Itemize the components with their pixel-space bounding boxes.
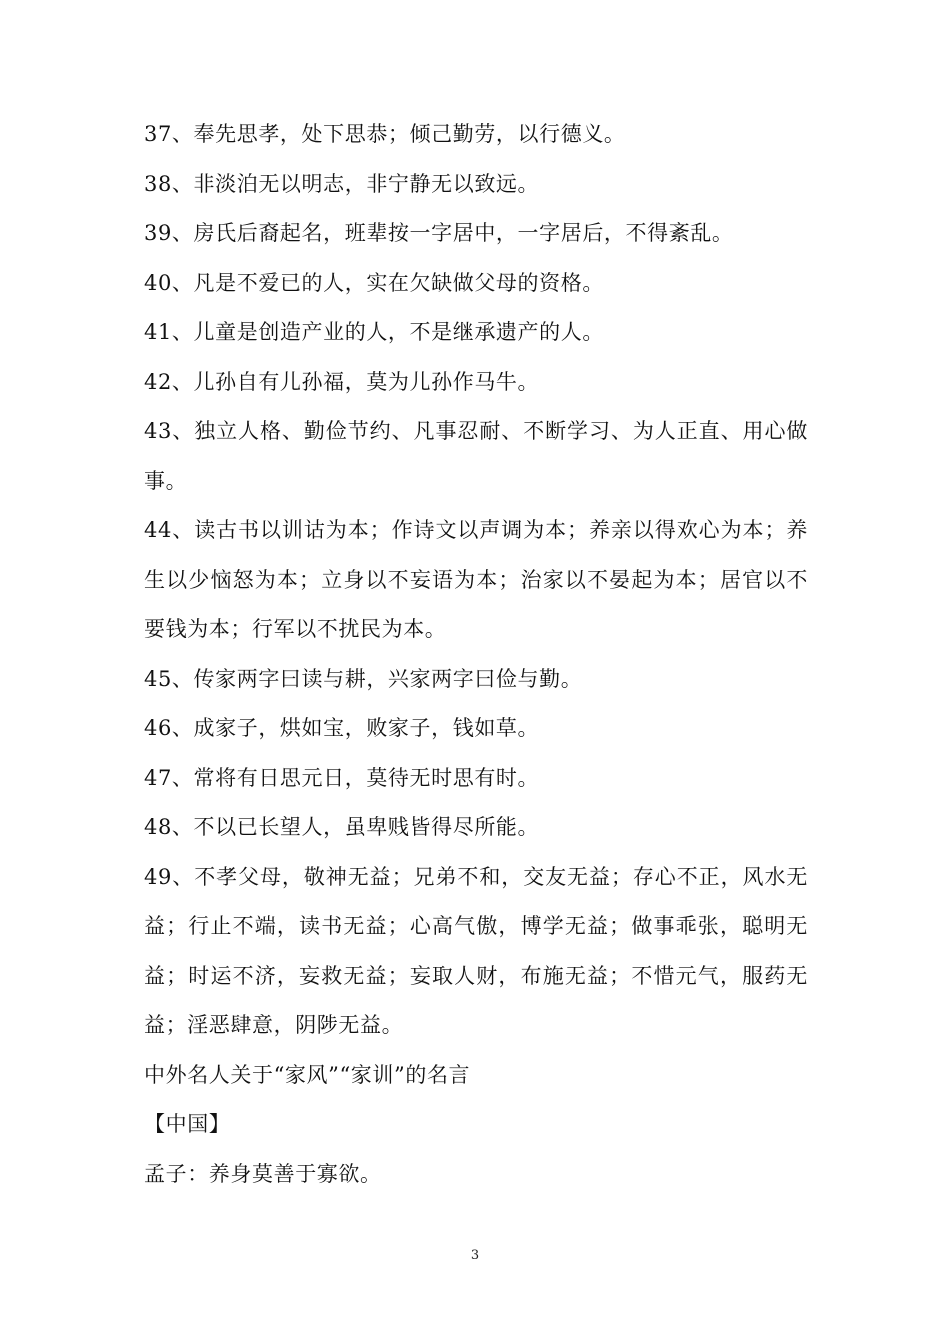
list-item-45: 45、传家两字曰读与耕，兴家两字曰俭与勤。 — [144, 666, 583, 691]
list-item-42: 42、儿孙自有儿孙福，莫为儿孙作马牛。 — [144, 369, 540, 394]
list-item-37: 37、奉先思孝，处下思恭；倾己勤劳，以行德义。 — [144, 122, 626, 146]
quote-mencius: 孟子：养身莫善于寡欲。 — [144, 1161, 382, 1186]
subsection-heading: 【中国】 — [144, 1112, 231, 1136]
page-number: 3 — [470, 1248, 480, 1263]
page-content — [144, 110, 808, 1199]
list-item-44: 44、读古书以训诂为本；作诗文以声调为本；养亲以得欢心为本；养生以少恼怒为本；立身以不妄语为本；治家以不晏起为本；居官以不要钱为本；行军以不扰民为本。 — [144, 518, 808, 641]
section-heading: 中外名人关于“家风”“家训”的名言 — [144, 1062, 471, 1087]
list-item-40: 40、凡是不爱已的人，实在欠缺做父母的资格。 — [144, 270, 604, 295]
list-item-48: 48、不以已长望人，虽卑贱皆得尽所能。 — [144, 815, 540, 839]
list-item-47: 47、常将有日思元日，莫待无时思有时。 — [144, 765, 540, 790]
list-item-41: 41、儿童是创造产业的人，不是继承遗产的人。 — [144, 320, 604, 344]
list-item-49: 49、不孝父母，敬神无益；兄弟不和，交友无益；存心不正，风水无益；行止不端，读书无益；心高气傲，博学无益；做事乖张，聪明无益；时运不济，妄救无益；妄取人财，布施无益；不惜元气，服药无益；淫恶肆意，阴陟无益。 — [144, 864, 808, 1037]
list-item-39: 39、房氏后裔起名，班辈按一字居中，一字居后，不得紊乱。 — [144, 221, 734, 245]
list-item-46: 46、成家子，烘如宝，败家子，钱如草。 — [144, 716, 540, 740]
list-item-43: 43、独立人格、勤俭节约、凡事忍耐、不断学习、为人正直、用心做事。 — [144, 419, 808, 493]
list-item-38: 38、非淡泊无以明志，非宁静无以致远。 — [144, 171, 540, 196]
